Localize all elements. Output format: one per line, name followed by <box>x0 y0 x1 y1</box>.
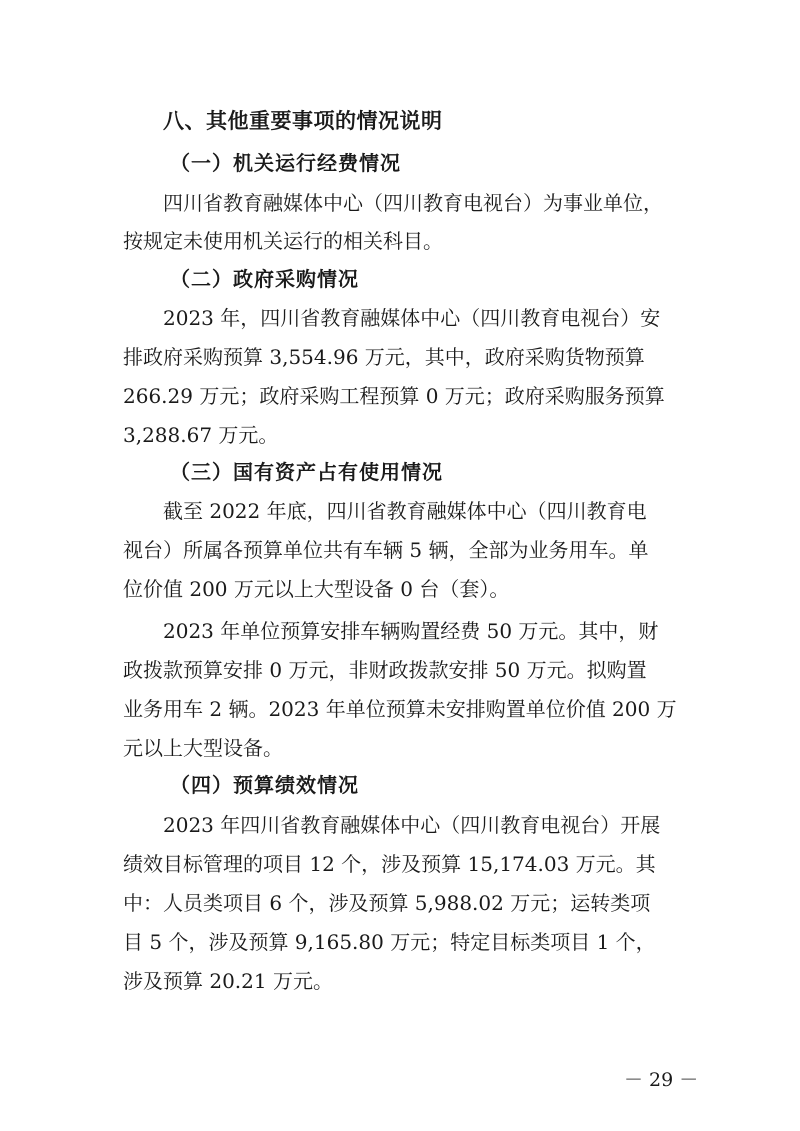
paragraph-line: 四川省教育融媒体中心（四川教育电视台）为事业单位， <box>163 191 663 215</box>
paragraph-line: 业务用车 2 辆。2023 年单位预算未安排购置单位价值 200 万 <box>123 697 677 721</box>
paragraph-line: 266.29 万元；政府采购工程预算 0 万元；政府采购服务预算 <box>123 384 665 408</box>
paragraph-line: 排政府采购预算 3,554.96 万元，其中，政府采购货物预算 <box>123 345 645 369</box>
paragraph-line: 中：人员类项目 6 个，涉及预算 5,988.02 万元；运转类项 <box>123 891 651 915</box>
paragraph-line: 政拨款预算安排 0 万元，非财政拨款安排 50 万元。拟购置 <box>123 658 647 682</box>
page-number: － 29 － <box>624 1069 699 1091</box>
subheading-performance: （四）预算绩效情况 <box>170 773 359 797</box>
section-heading: 八、其他重要事项的情况说明 <box>163 109 443 133</box>
paragraph-line: 绩效目标管理的项目 12 个，涉及预算 15,174.03 万元。其 <box>123 852 656 876</box>
paragraph-line: 2023 年单位预算安排车辆购置经费 50 万元。其中，财 <box>163 619 659 643</box>
paragraph-line: 截至 2022 年底，四川省教育融媒体中心（四川教育电 <box>163 499 647 523</box>
paragraph-line: 位价值 200 万元以上大型设备 0 台（套）。 <box>123 577 510 601</box>
paragraph-line: 按规定未使用机关运行的相关科目。 <box>123 229 443 253</box>
subheading-operating-expenses: （一）机关运行经费情况 <box>170 151 401 175</box>
paragraph-line: 3,288.67 万元。 <box>123 423 279 447</box>
paragraph-line: 2023 年，四川省教育融媒体中心（四川教育电视台）安 <box>163 306 661 330</box>
paragraph-line: 2023 年四川省教育融媒体中心（四川教育电视台）开展 <box>163 813 661 837</box>
subheading-government-procurement: （二）政府采购情况 <box>170 267 359 291</box>
paragraph-line: 目 5 个，涉及预算 9,165.80 万元；特定目标类项目 1 个， <box>123 930 656 954</box>
paragraph-line: 视台）所属各预算单位共有车辆 5 辆，全部为业务用车。单 <box>123 538 649 562</box>
subheading-state-assets: （三）国有资产占有使用情况 <box>170 460 443 484</box>
paragraph-line: 元以上大型设备。 <box>123 736 283 760</box>
paragraph-line: 涉及预算 20.21 万元。 <box>123 969 333 993</box>
